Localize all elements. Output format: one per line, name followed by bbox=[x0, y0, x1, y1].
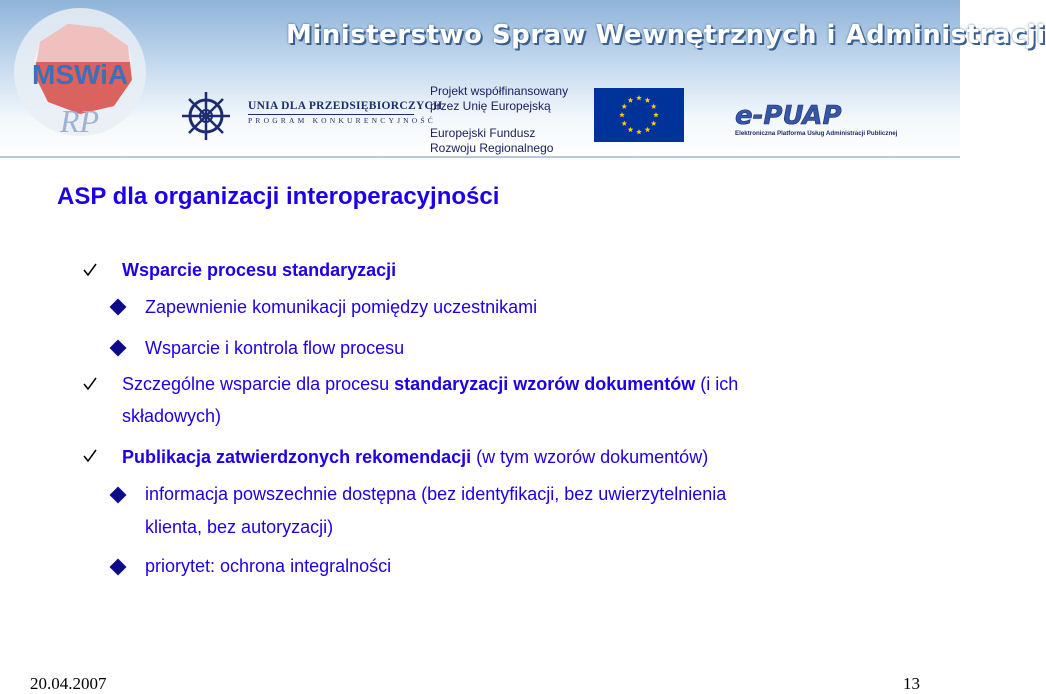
list-item bbox=[122, 259, 396, 281]
item-text-bold: Publikacja zatwierdzonych rekomendacji bbox=[122, 447, 472, 467]
item-text: Wsparcie procesu standaryzacji bbox=[122, 260, 397, 280]
mswia-logo bbox=[10, 2, 160, 152]
mswia-logo-text: MSWiA bbox=[32, 59, 129, 90]
ministry-title: Ministerstwo Spraw Wewnętrznych i Administracji bbox=[286, 20, 1046, 50]
eu-funding-text bbox=[430, 84, 568, 156]
slide-title: ASP dla organizacji interoperacyjności bbox=[57, 183, 500, 210]
item-text: (i ich bbox=[695, 374, 739, 394]
list-item bbox=[122, 373, 738, 395]
epuap-logo bbox=[733, 98, 919, 138]
diamond-bullet-icon bbox=[110, 340, 127, 357]
eu-text-line: Europejski Fundusz bbox=[430, 126, 536, 140]
list-item: Wsparcie i kontrola flow procesu bbox=[145, 338, 405, 358]
ship-wheel-icon bbox=[174, 86, 240, 146]
banner-divider bbox=[0, 156, 960, 158]
unia-divider bbox=[248, 114, 414, 115]
item-text-bold: standaryzacji wzorów dokumentów bbox=[394, 374, 696, 394]
eu-flag-icon bbox=[594, 88, 684, 142]
list-item-continuation: składowych) bbox=[122, 406, 222, 426]
header-banner bbox=[0, 0, 1046, 158]
item-text: Szczególne wsparcie dla procesu bbox=[122, 374, 395, 394]
checkmark-icon bbox=[82, 376, 98, 392]
mswia-logo-sub: RP bbox=[60, 103, 100, 139]
page-number: 13 bbox=[903, 674, 920, 693]
diamond-bullet-icon bbox=[110, 559, 127, 576]
item-text: (w tym wzorów dokumentów) bbox=[471, 447, 709, 467]
list-item: priorytet: ochrona integralności bbox=[145, 556, 392, 576]
eu-text-line: Projekt współfinansowany bbox=[430, 84, 569, 98]
checkmark-icon bbox=[82, 262, 98, 278]
diamond-bullet-icon bbox=[110, 487, 127, 504]
eu-text-line: przez Unię Europejską bbox=[430, 99, 551, 113]
epuap-logo-sub: Elektroniczna Platforma Usług Administracji Publicznej bbox=[735, 130, 898, 137]
diamond-bullet-icon bbox=[110, 299, 127, 316]
footer-date: 20.04.2007 bbox=[30, 674, 107, 693]
unia-subtitle: PROGRAM KONKURENCYJNOŚĆ bbox=[248, 116, 436, 125]
list-item-continuation: klienta, bez autoryzacji) bbox=[145, 517, 334, 537]
list-item bbox=[122, 446, 708, 468]
list-item: informacja powszechnie dostępna (bez identyfikacji, bez uwierzytelnienia bbox=[145, 484, 727, 504]
unia-logo bbox=[174, 86, 443, 146]
unia-name: UNIA DLA PRZEDSIĘBIORCZYCH bbox=[248, 100, 443, 112]
epuap-logo-text: e-PUAP bbox=[735, 101, 842, 131]
eu-text-line: Rozwoju Regionalnego bbox=[430, 141, 554, 155]
checkmark-icon bbox=[82, 448, 98, 464]
list-item: Zapewnienie komunikacji pomiędzy uczestnikami bbox=[145, 297, 538, 317]
